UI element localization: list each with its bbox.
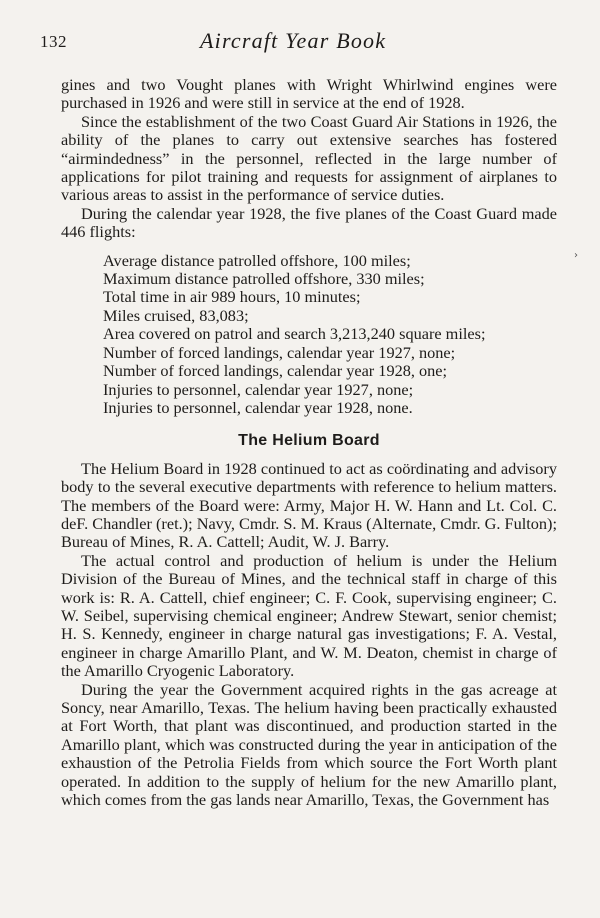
list-item: Number of forced landings, calendar year 1928, one; [103,361,448,381]
list-item: Total time in air 989 hours, 10 minutes; [103,287,361,307]
list-item: Miles cruised, 83,083; [103,305,249,325]
stray-mark: › [574,250,578,261]
list-item: Injuries to personnel, calendar year 1927, none; [103,379,414,399]
list-item: Maximum distance patrolled offshore, 330 miles; [103,269,425,289]
list-item: Number of forced landings, calendar year 1927, none; [103,342,456,362]
list-item: Average distance patrolled offshore, 100 miles; [103,250,411,270]
flight-stats-list [103,252,557,418]
list-item: Area covered on patrol and search 3,213,240 square miles; [103,324,486,344]
paragraph-airmindedness: Since the establishment of the two Coast Guard Air Stations in 1926, the ability of the planes to carry out extensive searches has fostered “airmindedness” in the personnel, reflected in the large number of applications for pilot training and requests for assignment of airplanes to various areas to assist in the performance of service duties. [61,111,557,205]
paragraph-continuation: gines and two Vought planes with Wright Whirlwind engines were purchased in 1926 and were still in service at the end of 1928. [61,75,557,113]
paragraph-technical-staff: The actual control and production of helium is under the Helium Division of the Bureau of Mines, and the technical staff in charge of this work is: R. A. Cattell, chief engineer; C. F. Cook, supervising engineer; C. W. Seibel, supervising chemical engineer; Andrew Stewart, senior chemist; H. S. Kennedy, engineer in charge natural gas investigations; F. A. Vestal, engineer in charge Amarillo Plant, and W. M. Deaton, chemist in charge of the Amarillo Cryogenic Laboratory. [61,550,557,681]
paragraph-flights-intro: During the calendar year 1928, the five planes of the Coast Guard made 446 flights: [61,203,557,242]
paragraph-board-members: The Helium Board in 1928 continued to act as coördinating and advisory body to the several executive departments with reference to helium matters. The members of the Board were: Army, Major H. W. Hann and Lt. Col. C. deF. Chandler (ret.); Navy, Cmdr. S. M. Kraus (Alternate, Cmdr. G. Fulton); Bureau of Mines, R. A. Cattell; Audit, W. J. Barry. [61,458,557,552]
list-item: Injuries to personnel, calendar year 1928, none. [103,397,413,417]
page-body [61,76,557,809]
page-header [0,28,600,58]
page-number: 132 [40,32,67,51]
running-title: Aircraft Year Book [200,28,387,53]
paragraph-amarillo: During the year the Government acquired rights in the gas acreage at Soncy, near Amarillo, Texas. The helium having been practically exhausted at Fort Worth, that plant was discontinued, and production started in the Amarillo plant, which was constructed during the year in anticipation of the exhaustion of the Petrolia Fields from which source the Fort Worth plant operated. In addition to the supply of helium for the new Amarillo plant, which comes from the gas lands near Amarillo, Texas, the Government has [61,679,557,810]
section-heading: The Helium Board [238,432,380,450]
